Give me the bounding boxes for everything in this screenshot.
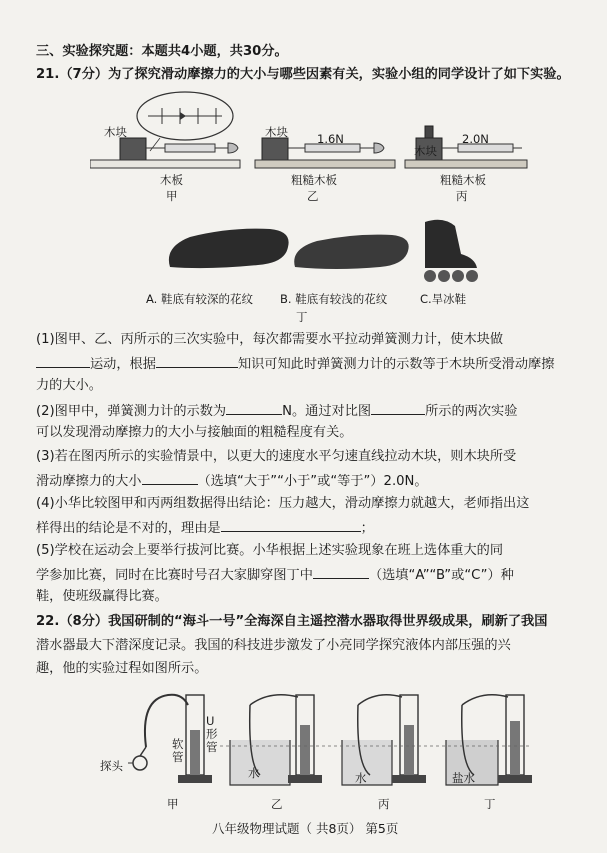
answer-blank[interactable]	[221, 518, 361, 532]
spring-scale	[165, 144, 215, 152]
label-board-c: 粗糙木板	[440, 173, 486, 187]
q21-p2-line2: 可以发现滑动摩擦力的大小与接触面的粗糙程度有关。	[36, 425, 353, 440]
label-water-c: 水	[355, 771, 367, 785]
shoe-c	[424, 220, 478, 282]
q21-p5-line2: 学参加比赛，同时在比赛时号召大家脚穿图丁中 （选填“A”“B”或“C”）种	[36, 565, 514, 585]
label-sub-c: 丙	[456, 189, 468, 203]
shoe-b	[294, 235, 408, 269]
u-tube-liquid	[190, 730, 200, 775]
fig22-b	[230, 695, 322, 785]
label-sub-b: 乙	[307, 189, 319, 203]
q21-p3-line1: (3)若在图丙所示的实验情景中，以更大的速度水平匀速直线拉动木块，则木块所受	[36, 449, 517, 464]
q22-line3: 趣，他的实验过程如图所示。	[36, 661, 208, 676]
q21-p5-line1: (5)学校在运动会上要举行拔河比赛。小华根据上述实验现象在班上选体重大的同	[36, 543, 504, 558]
q22-line2: 潜水器最大下潜深度记录。我国的科技进步激发了小亮同学探究液体内部压强的兴	[36, 638, 511, 653]
label-hose: 软管	[172, 737, 184, 764]
fig22-a	[128, 695, 212, 783]
label-water-b: 水	[248, 766, 260, 780]
label-shoe-sub: 丁	[296, 310, 308, 324]
q21-p3-line2: 滑动摩擦力的大小 （选填“大于”“小于”或“等于”）2.0N。	[36, 471, 428, 491]
q21-p5-line3: 鞋，使班级赢得比赛。	[36, 589, 168, 604]
q21-p1-line1: (1)图甲、乙、丙所示的三次实验中，每次都需要水平拉动弹簧测力计，使木块做	[36, 332, 504, 347]
q21-stem: 21.（7分）为了探究滑动摩擦力的大小与哪些因素有关，实验小组的同学设计了如下实验。	[36, 67, 570, 82]
label22-sub-b: 乙	[271, 797, 283, 811]
answer-blank[interactable]	[36, 354, 90, 368]
wooden-block	[120, 138, 146, 160]
label-sub-a: 甲	[166, 189, 178, 203]
page-footer: 八年级物理试题（ 共8页） 第5页	[212, 821, 399, 836]
label-board-b: 粗糙木板	[291, 173, 337, 187]
q21-shoes-figure	[160, 212, 490, 287]
answer-blank[interactable]	[142, 471, 198, 485]
q21-p4-line2: 样得出的结论是不对的，理由是 ；	[36, 518, 374, 538]
q21-p4-line1: (4)小华比较图甲和丙两组数据得出结论：压力越大，滑动摩擦力就越大，老师指出这	[36, 496, 530, 511]
label-shoe-a: A. 鞋底有较深的花纹	[146, 292, 253, 306]
label22-sub-d: 丁	[484, 797, 496, 811]
q21-p1-line2: 运动，根据 知识可知此时弹簧测力计的示数等于木块所受滑动摩擦	[36, 354, 554, 374]
label22-sub-a: 甲	[167, 797, 179, 811]
label-block-a: 木块	[104, 125, 127, 139]
stand	[178, 775, 212, 783]
rough-board	[255, 160, 395, 168]
label-force-c: 2.0N	[462, 132, 489, 146]
answer-blank[interactable]	[313, 565, 369, 579]
answer-blank[interactable]	[371, 401, 425, 415]
answer-blank[interactable]	[156, 354, 238, 368]
label-board-a: 木板	[160, 173, 183, 187]
stand	[392, 775, 426, 783]
board	[90, 160, 240, 168]
label-shoe-b: B. 鞋底有较浅的花纹	[280, 292, 388, 306]
label-brine: 盐水	[452, 771, 475, 785]
section-title: 三、实验探究题：本题共4小题，共30分。	[36, 44, 288, 59]
rough-board	[405, 160, 527, 168]
label-force-b: 1.6N	[317, 132, 344, 146]
q22-line1: 22.（8分）我国研制的“海斗一号”全海深自主遥控潜水器取得世界级成果，刷新了我国	[36, 614, 548, 629]
stand	[498, 775, 532, 783]
label22-sub-c: 丙	[378, 797, 390, 811]
label-probe: 探头	[100, 759, 123, 773]
answer-blank[interactable]	[226, 401, 282, 415]
label-u-tube: U形管	[206, 714, 218, 754]
q21-p1-line3: 力的大小。	[36, 378, 102, 393]
shoe-a	[169, 229, 289, 268]
label-block-b: 木块	[265, 125, 288, 139]
stand	[288, 775, 322, 783]
label-shoe-c: C.旱冰鞋	[420, 292, 467, 306]
label-block-c: 木块	[414, 144, 437, 158]
probe	[133, 756, 147, 770]
wooden-block	[262, 138, 288, 160]
q21-p2-line1: (2)图甲中，弹簧测力计的示数为 N。通过对比图 所示的两次实验	[36, 401, 517, 421]
beaker-water	[342, 740, 392, 785]
beaker-water	[230, 740, 290, 785]
weight	[425, 126, 433, 138]
